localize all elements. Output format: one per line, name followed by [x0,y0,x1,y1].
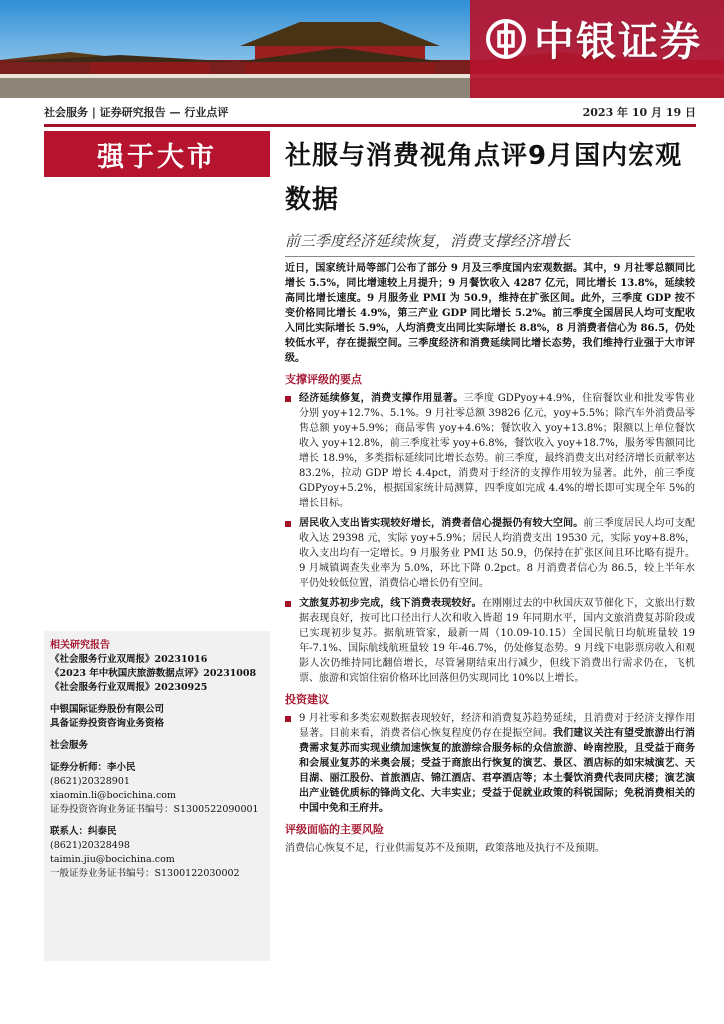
risk-text: 消费信心恢复不足，行业供需复苏不及预期，政策落地及执行不及预期。 [285,843,605,854]
report-date: 2023 年 10 月 19 日 [582,106,696,119]
contact-certificate: 一般证券业务证书编号：S1300122030002 [50,868,240,879]
report-category: 社会服务 | 证券研究报告 — 行业点评 [44,106,229,119]
contact-email[interactable]: taimin.jiu@bocichina.com [50,854,175,865]
report-title: 社服与消费视角点评9月国内宏观数据 [285,141,683,215]
investment-advice-picks: 我们建议关注有望受旅游出行消费需求复苏而实现业绩加速恢复的旅游综合服务标的众信旅游、岭南控股，且受益于商务和会展业复苏的米奥会展；受益于商旅出行恢复的演艺、景区、酒店标的如宋城演艺、天目湖、丽江股份、首旅酒店、锦江酒店、君亭酒店等；本土餐饮消费代表同庆楼；演艺演出产业链优质标的锋尚文化、大丰实业；受益于促就业政策的科锐国际；免税消费相关的中国中免和王府井。 [299,728,696,814]
rating-point-2 [285,516,695,591]
related-report-item[interactable]: 《社会服务行业双周报》20230925 [50,682,208,693]
boc-coin-logo-icon [486,19,526,59]
related-reports-heading: 相关研究报告 [50,640,110,651]
rating-point-text: 三季度 GDPyoy+4.9%，住宿餐饮业和批发零售业分别 yoy+12.7%、5.1%。9 月社零总额 39826 亿元，yoy+5.5%；除汽车外消费品零售总额 yoy+5.9%；商品零售 yoy+4.6%；餐饮收入 yoy+13.8%；限额以上单位餐饮收入 yoy+12.8%，前三季度社零 yoy+6.8%，餐饮收入 yoy+18.7%，服务零售额同比增长 18.9%，多类指标延续同比增长态势。前三季度，最终消费支出对经济增长贡献率达 83.2%，拉动 GDP 增长 4.4pct，消费对于经济的支撑作用较为显著。此外，前三季度 GDPyoy+5.2%，根据国家统计局测算，四季度如完成 4.4%的增长即可实现全年 5%的增长目标。 [299,393,695,509]
industry-label: 社会服务 [50,740,89,751]
contact-name: 联系人：纠泰民 [50,826,117,837]
report-category-bar [44,100,696,127]
analyst-name: 证券分析师：李小民 [50,762,136,773]
contact-phone: (8621)20328498 [50,840,130,851]
summary-paragraph: 近日，国家统计局等部门公布了部分 9 月及三季度国内宏观数据。其中，9 月社零总额同比增长 5.5%，同比增速较上月提升；9 月餐饮收入 4287 亿元，同比增长 13.8%，延续较高同比增长速度。9 月服务业 PMI 为 50.9，维持在扩张区间。此外，三季度 GDP 按不变价格同比增长 4.9%，第三产业 GDP 同比增长 5.2%。前三季度全国居民人均可支配收入同比实际增长 5.9%，人均消费支出同比实际增长 8.8%，8 月消费者信心为 86.5，仍处较低水平，存在提振空间。三季度经济和消费延续同比增长态势，我们维持行业强于大市评级。 [285,263,695,364]
company-qualification: 具备证券投资咨询业务资格 [50,718,165,729]
square-bullet-icon [285,716,291,722]
report-subtitle: 前三季度经济延续恢复，消费支撑经济增长 [285,232,571,250]
header-banner [0,0,724,98]
related-report-item[interactable]: 《社会服务行业双周报》20231016 [50,654,208,665]
investment-advice [285,711,695,816]
risk-heading: 评级面临的主要风险 [285,823,384,836]
investment-advice-text: 9 月社零和多类宏观数据表现较好，经济和消费复苏趋势延续，且消费对于经济支撑作用显著。目前来看，消费者信心恢复程度仍存在提振空间。 [299,713,695,739]
rating-point-1 [285,391,695,511]
analyst-email[interactable]: xiaomin.li@bocichina.com [50,790,177,801]
brand-logo [486,10,702,67]
analyst-phone: (8621)20328901 [50,776,130,787]
analyst-certificate: 证券投资咨询业务证书编号：S1300522090001 [50,804,259,815]
sidebar [44,631,270,961]
main-content [285,261,695,856]
square-bullet-icon [285,396,291,402]
rating-point-lead: 居民收入支出皆实现较好增长，消费者信心提振仍有较大空间。 [299,518,584,529]
rating-point-text: 前三季度居民人均可支配收入达 29398 元，实际 yoy+5.9%；居民人均消费支出 19530 元，实际 yoy+8.8%，收入支出均有一定增长。9 月服务业 PMI 达 50.9，仍保持在扩张区间且环比略有提升。9 月城镇调查失业率为 5.0%，环比下降 0.2pct。8 月消费者信心为 86.5，较上半年水平仍处较低位置，消费信心增长仍有空间。 [299,518,696,589]
rating-point-lead: 经济延续修复，消费支撑作用显著。 [299,393,464,404]
title-divider [285,256,695,257]
investment-advice-heading: 投资建议 [285,693,329,706]
rating-point-text: 在刚刚过去的中秋国庆双节催化下，文旅出行数据表现良好，按可比口径出行人次和收入皆超 19 年同期水平，国内文旅消费复苏阶段或已实现初步复苏。据航班管家，最新一周（10.09-10.15）全国民航日均航班量较 19 年-7.1%、国际航线航班量较 19 年-46.7%，仍处修复态势。9 月线下电影票房收入和观影人次仍维持同比翻倍增长，尽管暑期结束出行减少，但线下消费出行需求仍在，飞机票、旅游和宾馆住宿价格环比回落但仍实现同比 10%以上增长。 [299,598,696,684]
rating-points-heading: 支撑评级的要点 [285,373,362,386]
brand-name: 中银证券 [534,19,702,65]
company-name: 中银国际证券股份有限公司 [50,704,165,715]
square-bullet-icon [285,521,291,527]
rating-badge: 强于大市 [44,131,270,177]
rating-point-lead: 文旅复苏初步完成，线下消费表现较好。 [299,598,482,609]
rating-point-3 [285,596,695,686]
square-bullet-icon [285,601,291,607]
related-report-item[interactable]: 《2023 年中秋国庆旅游数据点评》20231008 [50,668,257,679]
